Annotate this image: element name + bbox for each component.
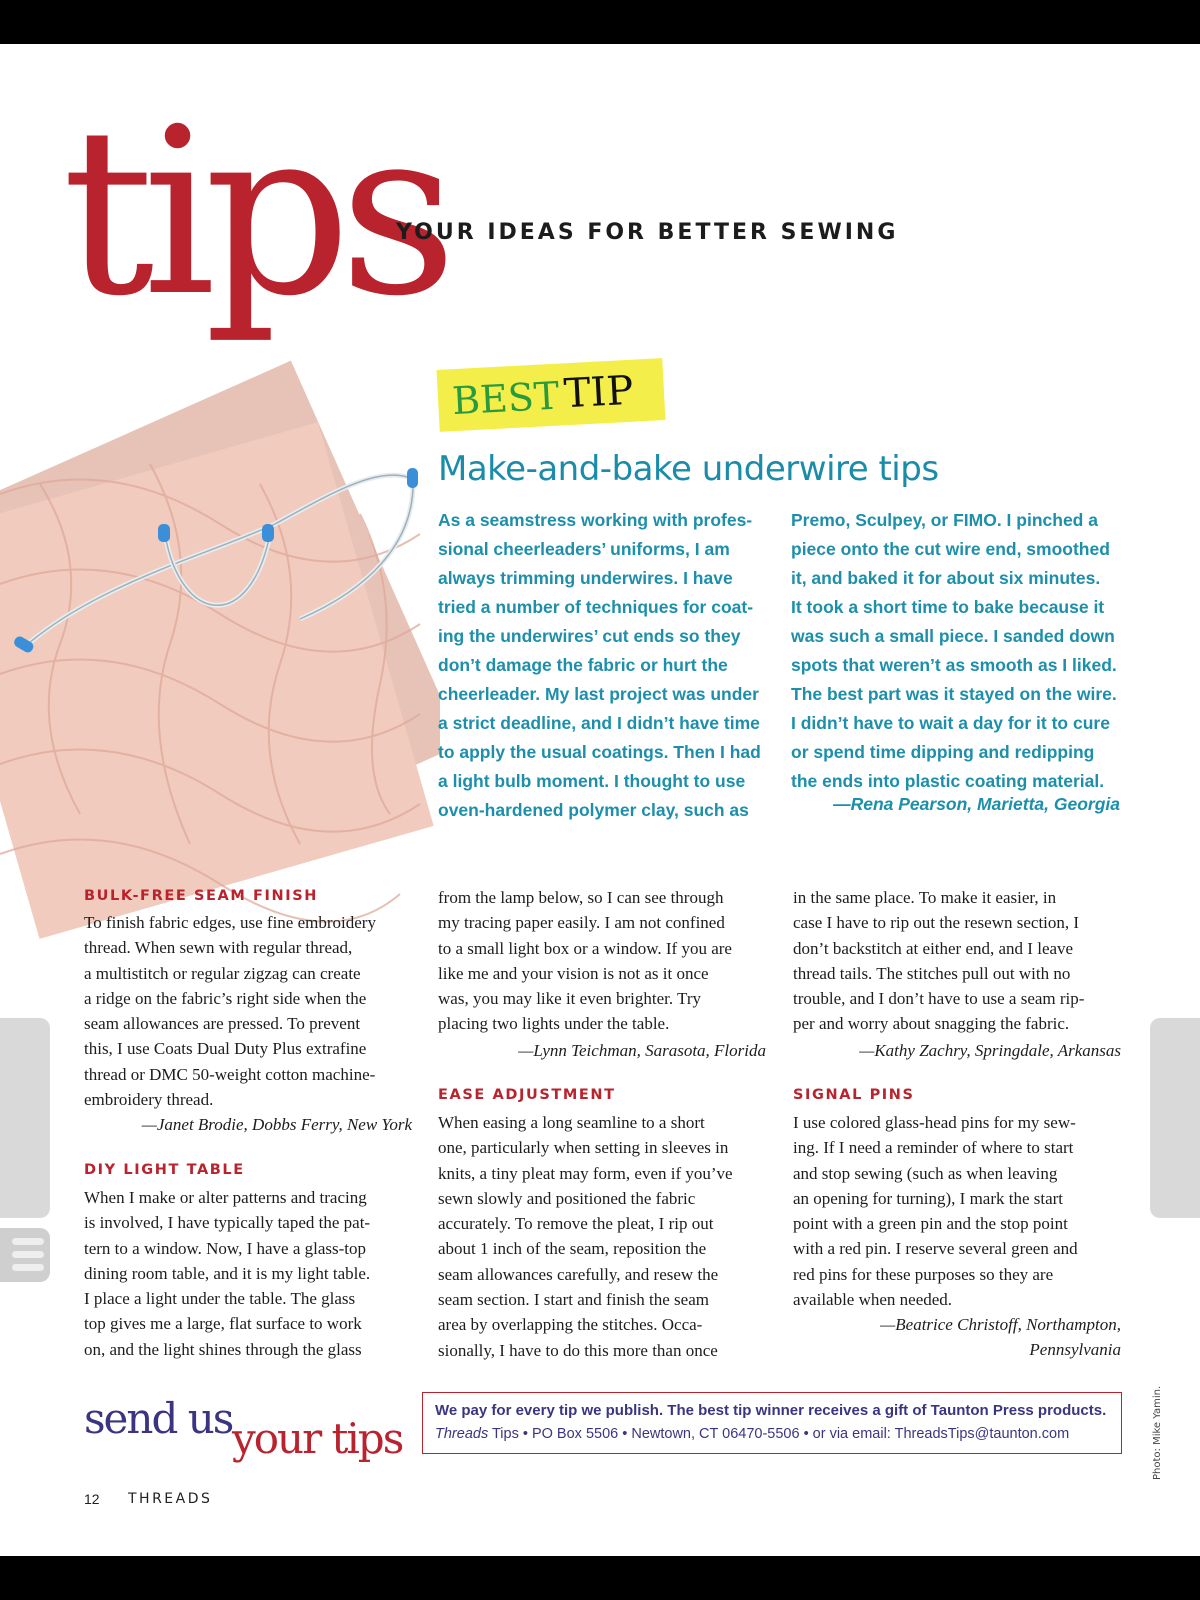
best-tip-line: was such a small piece. I sanded down [791, 626, 1115, 646]
signal-pins-signature-line2: Pennsylvania [1029, 1340, 1121, 1360]
ease-adjustment-body-continued [793, 885, 1131, 1037]
previous-page-tab[interactable] [0, 1018, 50, 1218]
body-line: dining room table, and it is my light table. [84, 1263, 371, 1283]
diy-light-body [84, 1185, 422, 1362]
your-tips-heading: your tips [232, 1414, 403, 1463]
signal-pins-signature [783, 1312, 1121, 1363]
body-line: trouble, and I don’t have to use a seam rip- [793, 989, 1085, 1009]
signal-pins-body [793, 1110, 1131, 1312]
best-tip-column-1 [438, 506, 783, 825]
body-line: in the same place. To make it easier, in [793, 888, 1057, 907]
diy-light-heading: DIY LIGHT TABLE [84, 1162, 245, 1178]
body-line: case I have to rip out the resewn section, I [793, 913, 1080, 933]
best-tip-line: I didn’t have to wait a day for it to cure [791, 713, 1110, 733]
best-tip-line: Premo, Sculpey, or FIMO. I pinched a [791, 510, 1098, 530]
body-line: per and worry about snagging the fabric. [793, 1014, 1070, 1034]
best-tip-line: ing the underwires’ cut ends so they [438, 626, 741, 646]
best-tip-line: spots that weren’t as smooth as I liked. [791, 655, 1117, 675]
body-line: placing two lights under the table. [438, 1014, 670, 1034]
body-line: sionally, I have to do this more than once [438, 1340, 718, 1360]
ease-adjustment-body [438, 1110, 776, 1363]
body-line: point with a green pin and the stop point [793, 1214, 1068, 1234]
body-line: about 1 inch of the seam, reposition the [438, 1239, 707, 1259]
body-line: accurately. To remove the pleat, I rip out [438, 1214, 714, 1234]
best-tip-line: always trimming underwires. I have [438, 568, 733, 588]
best-tip-badge [437, 358, 666, 432]
body-line: When easing a long seamline to a short [438, 1113, 705, 1132]
body-line: like me and your vision is not as it once [438, 963, 709, 983]
body-line: from the lamp below, so I can see through [438, 888, 724, 907]
page-number: 12 [84, 1491, 100, 1507]
ease-adjustment-heading: EASE ADJUSTMENT [438, 1087, 616, 1103]
body-line: thread tails. The stitches pull out with no [793, 963, 1071, 983]
body-line: sewn slowly and positioned the fabric [438, 1188, 696, 1208]
bulk-free-body [84, 910, 422, 1112]
body-line: one, particularly when setting in sleeves in [438, 1138, 729, 1158]
send-us-heading: send us [84, 1394, 233, 1443]
body-line: an opening for turning), I mark the start [793, 1188, 1064, 1208]
body-line: this, I use Coats Dual Duty Plus extrafine [84, 1039, 367, 1059]
best-tip-line: to apply the usual coatings. Then I had [438, 742, 761, 762]
body-line: and stop sewing (such as when leaving [793, 1163, 1058, 1183]
body-line: area by overlapping the stitches. Occa- [438, 1315, 703, 1335]
body-line: seam allowances carefully, and resew the [438, 1264, 719, 1284]
body-line: red pins for these purposes so they are [793, 1264, 1054, 1284]
body-line: seam section. I start and finish the seam [438, 1290, 709, 1310]
magazine-title: THREADS [128, 1491, 213, 1507]
best-tip-line: piece onto the cut wire end, smoothed [791, 539, 1110, 559]
best-tip-line: cheerleader. My last project was under [438, 684, 759, 704]
body-line: I use colored glass-head pins for my sew- [793, 1113, 1076, 1132]
body-line: available when needed. [793, 1290, 953, 1310]
magazine-page [0, 44, 1200, 1556]
next-page-tab[interactable] [1150, 1018, 1200, 1218]
best-tip-signature: —Rena Pearson, Marietta, Georgia [833, 794, 1120, 814]
masthead-tagline: YOUR IDEAS FOR BETTER SEWING [396, 220, 899, 245]
best-tip-column-2 [791, 506, 1136, 796]
best-tip-line: it, and baked it for about six minutes. [791, 568, 1101, 588]
body-line: is involved, I have typically taped the pat- [84, 1213, 371, 1233]
body-line: seam allowances are pressed. To prevent [84, 1014, 361, 1034]
diy-light-signature: —Lynn Teichman, Sarasota, Florida [518, 1041, 766, 1060]
signal-pins-signature-line1: —Beatrice Christoff, Northampton, [880, 1315, 1121, 1334]
bulk-free-heading: BULK-FREE SEAM FINISH [84, 888, 319, 904]
diy-light-body-continued [438, 885, 776, 1037]
underwire-lace-photo [0, 344, 440, 944]
masthead-title: tips [62, 80, 446, 347]
best-tip-line: don’t damage the fabric or hurt the [438, 655, 728, 675]
payment-note: We pay for every tip we publish. The best tip winner receives a gift of Taunton Press products. [435, 1402, 1107, 1419]
best-tip-line: or spend time dipping and redipping [791, 742, 1095, 762]
best-tip-line: It took a short time to bake because it [791, 597, 1105, 617]
body-line: my tracing paper easily. I am not confined [438, 913, 725, 933]
best-tip-line: tried a number of techniques for coat- [438, 597, 754, 617]
best-tip-line: a light bulb moment. I thought to use [438, 771, 746, 791]
body-line: thread. When sewn with regular thread, [84, 938, 353, 958]
menu-button[interactable] [0, 1228, 50, 1282]
photo-credit-text: Photo: Mike Yamin. [1152, 1385, 1163, 1480]
best-tip-badge-word1: BEST [451, 373, 561, 424]
body-line: to a small light box or a window. If you are [438, 938, 732, 958]
body-line: thread or DMC 50-weight cotton machine- [84, 1064, 376, 1084]
body-line: a ridge on the fabric’s right side when the [84, 988, 367, 1008]
body-line: embroidery thread. [84, 1090, 214, 1110]
best-tip-line: As a seamstress working with profes- [438, 510, 753, 530]
signal-pins-heading: SIGNAL PINS [793, 1087, 915, 1103]
body-line: tern to a window. Now, I have a glass-top [84, 1238, 367, 1258]
photo-credit [1138, 1364, 1163, 1504]
body-line: a multistitch or regular zigzag can create [84, 963, 361, 983]
mailing-address [435, 1426, 1069, 1442]
body-line: don’t backstitch at either end, and I leave [793, 938, 1074, 958]
body-line: top gives me a large, flat surface to work [84, 1314, 362, 1334]
magazine-name-italic: Threads [435, 1426, 489, 1442]
body-line: ing. If I need a reminder of where to start [793, 1138, 1074, 1158]
body-line: To finish fabric edges, use fine embroidery [84, 913, 376, 932]
bulk-free-signature: —Janet Brodie, Dobbs Ferry, New York [141, 1115, 412, 1134]
submission-info-box [422, 1392, 1122, 1454]
body-line: with a red pin. I reserve several green and [793, 1239, 1078, 1259]
best-tip-line: sional cheerleaders’ uniforms, I am [438, 539, 730, 559]
best-tip-line: a strict deadline, and I didn’t have time [438, 713, 760, 733]
ease-adjustment-signature: —Kathy Zachry, Springdale, Arkansas [859, 1041, 1121, 1060]
best-tip-line: the ends into plastic coating material. [791, 771, 1105, 791]
body-line: was, you may like it even brighter. Try [438, 989, 702, 1009]
best-tip-badge-word2: TIP [562, 367, 635, 418]
address-text: Tips • PO Box 5506 • Newtown, CT 06470-5506 • or via email: ThreadsTips@taunton.com [488, 1426, 1070, 1442]
body-line: knits, a tiny pleat may form, even if you’ve [438, 1163, 733, 1183]
best-tip-line: The best part was it stayed on the wire. [791, 684, 1117, 704]
body-line: I place a light under the table. The glass [84, 1289, 356, 1309]
best-tip-headline: Make-and-bake underwire tips [438, 449, 939, 489]
best-tip-line: oven-hardened polymer clay, such as [438, 800, 749, 820]
body-line: on, and the light shines through the glass [84, 1339, 362, 1359]
body-line: When I make or alter patterns and tracing [84, 1188, 367, 1207]
